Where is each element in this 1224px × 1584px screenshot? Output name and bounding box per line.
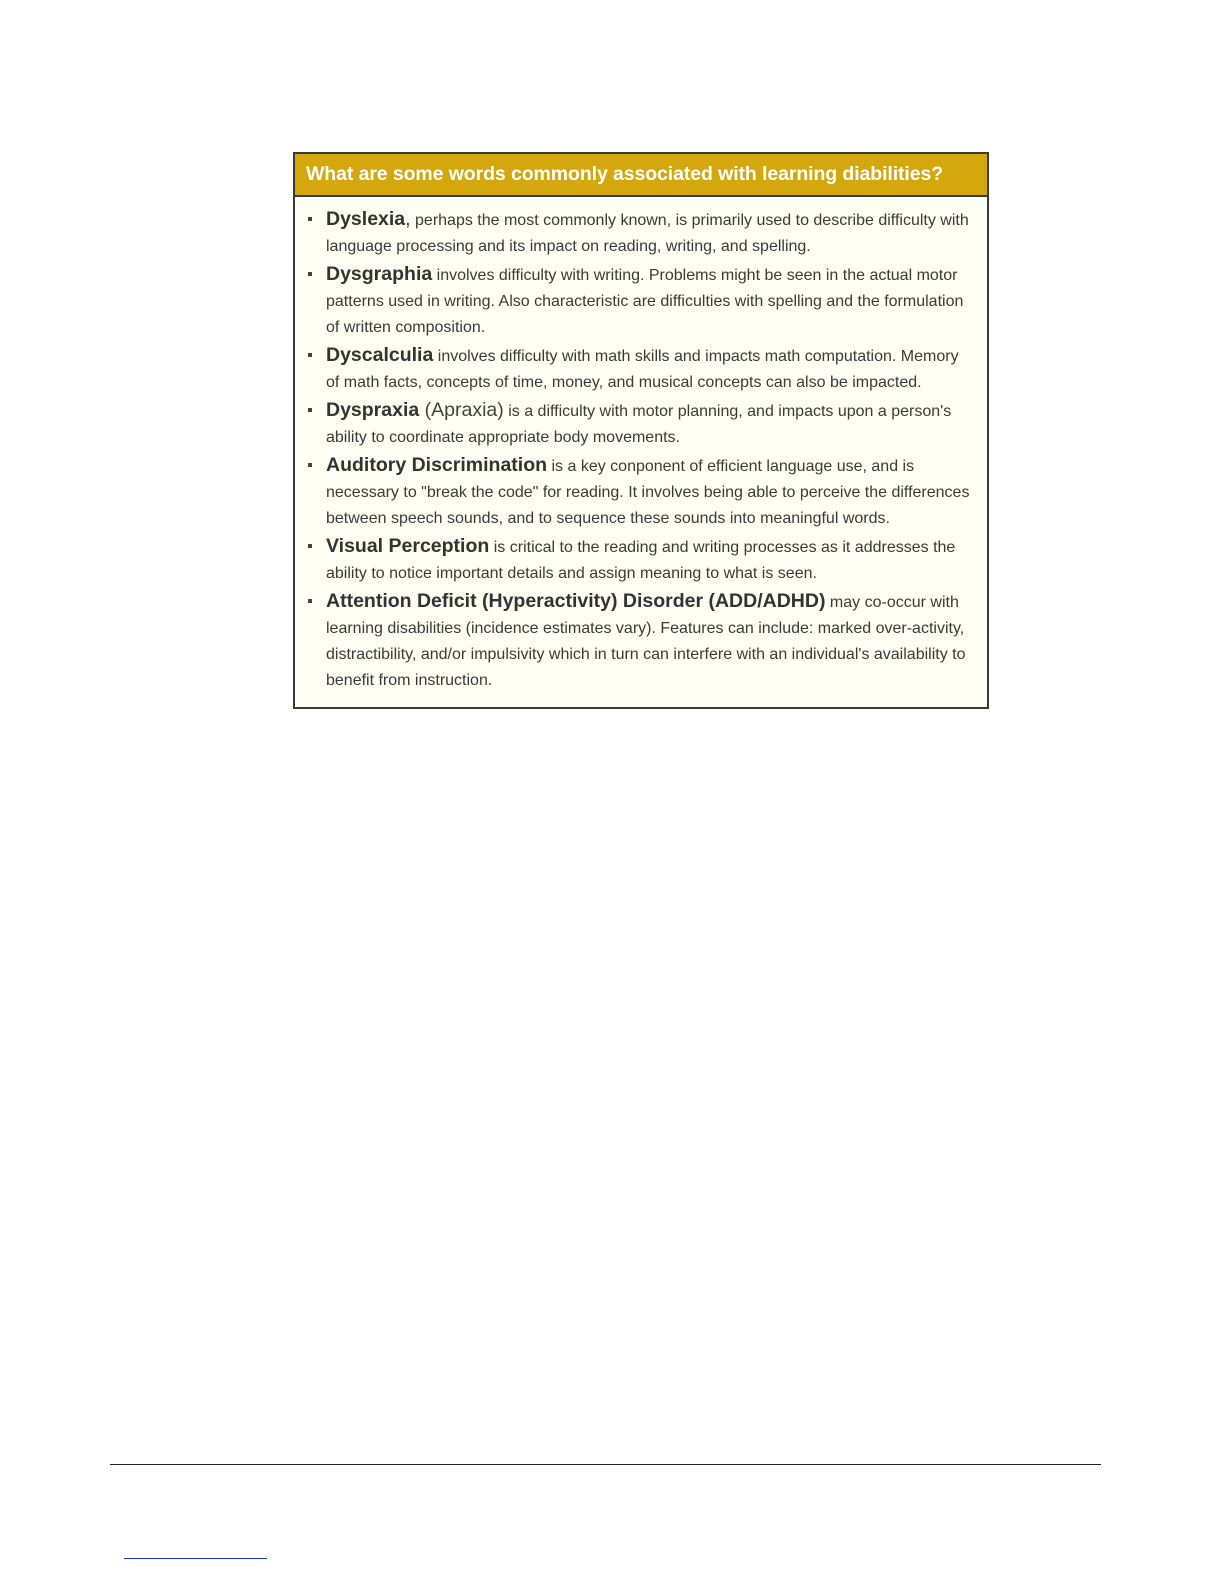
term-dysgraphia: Dysgraphia	[326, 263, 433, 285]
term-auditory-discrimination: Auditory Discrimination	[326, 454, 548, 476]
list-item-dyscalculia	[326, 342, 971, 396]
description-dyspraxia: is a difficulty with motor planning, and impacts upon a person's ability to coordinate appropriate body movements.	[326, 403, 952, 446]
square-bullet-icon	[308, 408, 312, 412]
term-comma: ,	[405, 208, 411, 230]
footnote-link-underline[interactable]	[124, 1558, 267, 1559]
term-add-adhd: Attention Deficit (Hyperactivity) Disorder (ADD/ADHD)	[326, 590, 826, 612]
list-item-auditory-discrimination	[326, 452, 971, 532]
list-item-dyspraxia	[326, 397, 971, 451]
term-visual-perception: Visual Perception	[326, 535, 490, 557]
description-auditory-discrimination: is a key conponent of efficient language use, and is necessary to "break the code" for reading. It involves being able to perceive the differences between speech sounds, and to sequence these sounds into meaningful words.	[326, 458, 970, 527]
list-item-visual-perception	[326, 533, 971, 587]
term-dyslexia: Dyslexia	[326, 208, 406, 230]
square-bullet-icon	[308, 353, 312, 357]
term-dyspraxia: Dyspraxia	[326, 399, 420, 421]
list-item-dyslexia	[326, 206, 971, 260]
description-dyscalculia: involves difficulty with math skills and impacts math computation. Memory of math facts, concepts of time, money, and musical concepts can also be impacted.	[326, 348, 959, 391]
description-dyslexia: perhaps the most commonly known, is primarily used to describe difficulty with language processing and its impact on reading, writing, and spelling.	[326, 212, 969, 255]
square-bullet-icon	[308, 217, 312, 221]
description-visual-perception: is critical to the reading and writing processes as it addresses the ability to notice important details and assign meaning to what is seen.	[326, 539, 956, 582]
term-apraxia: (Apraxia)	[419, 399, 504, 421]
callout-title: What are some words commonly associated with learning diabilities?	[295, 154, 987, 197]
description-add-adhd: may co-occur with learning disabilities (incidence estimates vary). Features can include: marked over-activity, distractibility, and/or impulsivity which in turn can interfere with an individual's availability to benefit from instruction.	[326, 594, 966, 689]
definitions-list	[295, 197, 987, 707]
square-bullet-icon	[308, 272, 312, 276]
list-item-add-adhd	[326, 588, 971, 694]
list-item-dysgraphia	[326, 261, 971, 341]
description-dysgraphia: involves difficulty with writing. Problems might be seen in the actual motor patterns used in writing. Also characteristic are difficulties with spelling and the formulation of written composition.	[326, 267, 964, 336]
definitions-callout-box	[293, 152, 989, 709]
square-bullet-icon	[308, 544, 312, 548]
square-bullet-icon	[308, 599, 312, 603]
footer-divider	[110, 1464, 1101, 1465]
square-bullet-icon	[308, 463, 312, 467]
term-dyscalculia: Dyscalculia	[326, 344, 434, 366]
